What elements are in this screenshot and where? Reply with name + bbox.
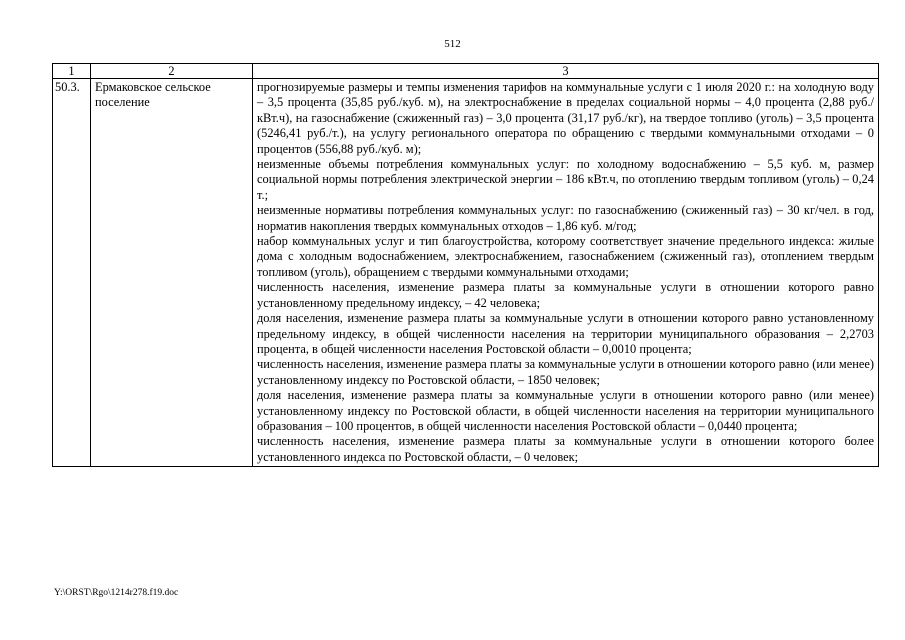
table-row: [53, 79, 879, 467]
page-number: 512: [444, 38, 461, 50]
header-col-3: 3: [253, 64, 879, 79]
paragraph-population-above: численность населения, изменение размера платы за коммунальные услуги в отношении которого более установленного индекса по Ростовской области, – 0 человек;: [257, 434, 874, 464]
header-col-1: 1: [53, 64, 91, 79]
row-description: [253, 79, 879, 467]
paragraph-service-set: набор коммунальных услуг и тип благоустройства, которому соответствует значение предельного индекса: жилые дома с холодным водоснабжением, электроснабжением, газоснабжением (сжиженный газ), отоплением твердым топливом (уголь), обращением с твердыми коммунальными отходами;: [257, 234, 874, 279]
paragraph-population-regional: численность населения, изменение размера платы за коммунальные услуги в отношении которого равно (или менее) установленному индексу по Ростовской области, – 1850 человек;: [257, 357, 874, 387]
paragraph-share-equal: доля населения, изменение размера платы за коммунальные услуги в отношении которого равно установленному предельному индексу, в общей численности населения на территории муниципального образования – 2,2703 процента, в общей численности населения Ростовской области – 0,0010 процента;: [257, 311, 874, 356]
paragraph-population-equal: численность населения, изменение размера платы за коммунальные услуги в отношении которого равно установленному предельному индексу, – 42 человека;: [257, 280, 874, 310]
tariff-table: [52, 63, 879, 467]
header-col-2: 2: [91, 64, 253, 79]
paragraph-consumption-volumes: неизменные объемы потребления коммунальных услуг: по холодному водоснабжению – 5,5 куб. м, размер социальной нормы потребления электрической энергии – 186 кВт.ч, по отоплению твердым топливом (уголь) – 0,24 т.;: [257, 157, 874, 202]
footer-file-path: Y:\ORST\Rgo\1214r278.f19.doc: [54, 588, 179, 598]
paragraph-tariff-forecast: прогнозируемые размеры и темпы изменения тарифов на коммунальные услуги с 1 июля 2020 г.: на холодную воду – 3,5 процента (35,85 руб./куб. м), на электроснабжение в пределах социальной нормы – 4,0 процента (2,88 руб./кВт.ч), на газоснабжение (сжиженный газ) – 3,0 процента (31,17 руб./кг), на твердое топливо (уголь) – 3,5 процента (5246,41 руб./т.), на услугу регионального оператора по обращению с твердыми коммунальными отходами – 0 процентов (556,88 руб./куб. м);: [257, 80, 874, 156]
paragraph-share-regional: доля населения, изменение размера платы за коммунальные услуги в отношении которого равно (или менее) установленному индексу по Ростовской области, в общей численности населения на территории муниципального образования – 100 процентов, в общей численности населения Ростовской области – 0,0440 процента;: [257, 388, 874, 433]
settlement-name: Ермаковское сельское поселение: [91, 79, 253, 467]
row-number: 50.3.: [53, 79, 91, 467]
table-header-row: [53, 64, 879, 79]
paragraph-consumption-norms: неизменные нормативы потребления коммунальных услуг: по газоснабжению (сжиженный газ) – 30 кг/чел. в год, норматив накопления твердых коммунальных отходов – 1,86 куб. м/год;: [257, 203, 874, 233]
